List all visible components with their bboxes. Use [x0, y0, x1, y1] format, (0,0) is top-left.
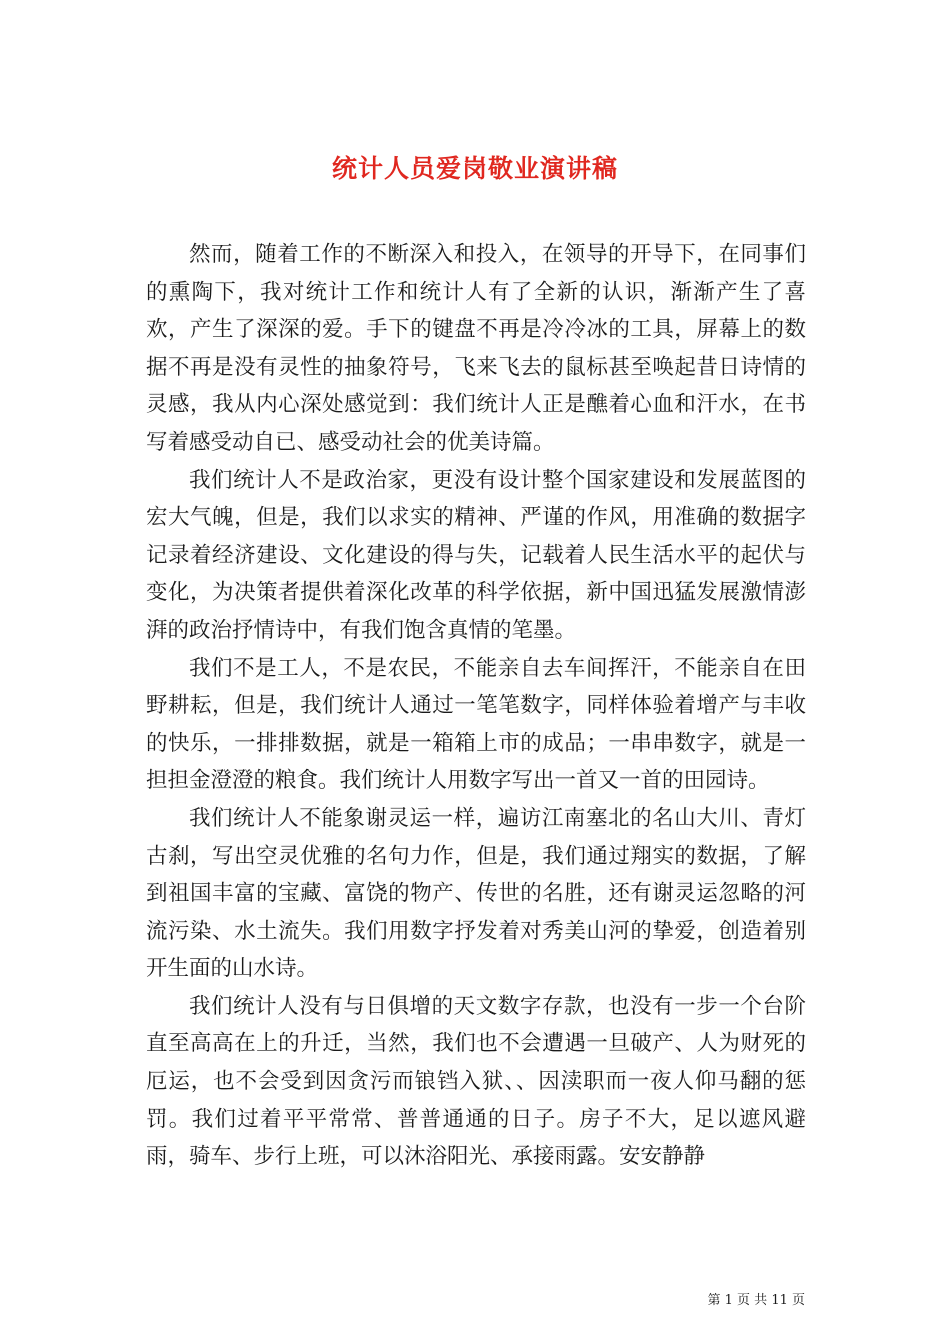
paragraph-2: 我们统计人不是政治家，更没有设计整个国家建设和发展蓝图的宏大气魄，但是，我们以求实的精神、严谨的作风，用准确的数据字记录着经济建设、文化建设的得与失，记载着人民生活水平的起伏与变化，为决策者提供着深化改革的科学依据，新中国迅猛发展激情澎湃的政治抒情诗中，有我们饱含真情的笔墨。	[146, 467, 806, 643]
paragraph-4: 我们统计人不能象谢灵运一样，遍访江南塞北的名山大川、青灯古刹，写出空灵优雅的名句力作，但是，我们通过翔实的数据，了解到祖国丰富的宝藏、富饶的物产、传世的名胜，还有谢灵运忽略的河流污染、水土流失。我们用数字抒发着对秀美山河的挚爱，创造着别开生面的山水诗。	[146, 805, 806, 982]
document-body	[146, 236, 806, 1176]
paragraph-1: 然而，随着工作的不断深入和投入，在领导的开导下，在同事们的熏陶下，我对统计工作和统计人有了全新的认识，渐渐产生了喜欢，产生了深深的爱。手下的键盘不再是冷冷冰的工具，屏幕上的数据不再是没有灵性的抽象符号，飞来飞去的鼠标甚至唤起昔日诗情的灵感，我从内心深处感觉到：我们统计人正是醮着心血和汗水，在书写着感受动自已、感受动社会的优美诗篇。	[146, 242, 806, 455]
page-number-indicator: 第 1 页 共 11 页	[707, 1293, 805, 1308]
paragraph-5: 我们统计人没有与日俱增的天文数字存款，也没有一步一个台阶直至高高在上的升迁，当然，我们也不会遭遇一旦破产、人为财死的厄运，也不会受到因贪污而锒铛入狱、、因渎职而一夜人仰马翻的惩罚。我们过着平平常常、普普通通的日子。房子不大，足以遮风避雨，骑车、步行上班，可以沐浴阳光、承接雨露。安安静静	[146, 993, 806, 1170]
paragraph-3: 我们不是工人，不是农民，不能亲自去车间挥汗，不能亲自在田野耕耘，但是，我们统计人通过一笔笔数字，同样体验着增产与丰收的快乐，一排排数据，就是一箱箱上市的成品；一串串数字，就是一担担金澄澄的粮食。我们统计人用数字写出一首又一首的田园诗。	[146, 655, 806, 794]
document-title: 统计人员爱岗敬业演讲稿	[331, 153, 618, 183]
